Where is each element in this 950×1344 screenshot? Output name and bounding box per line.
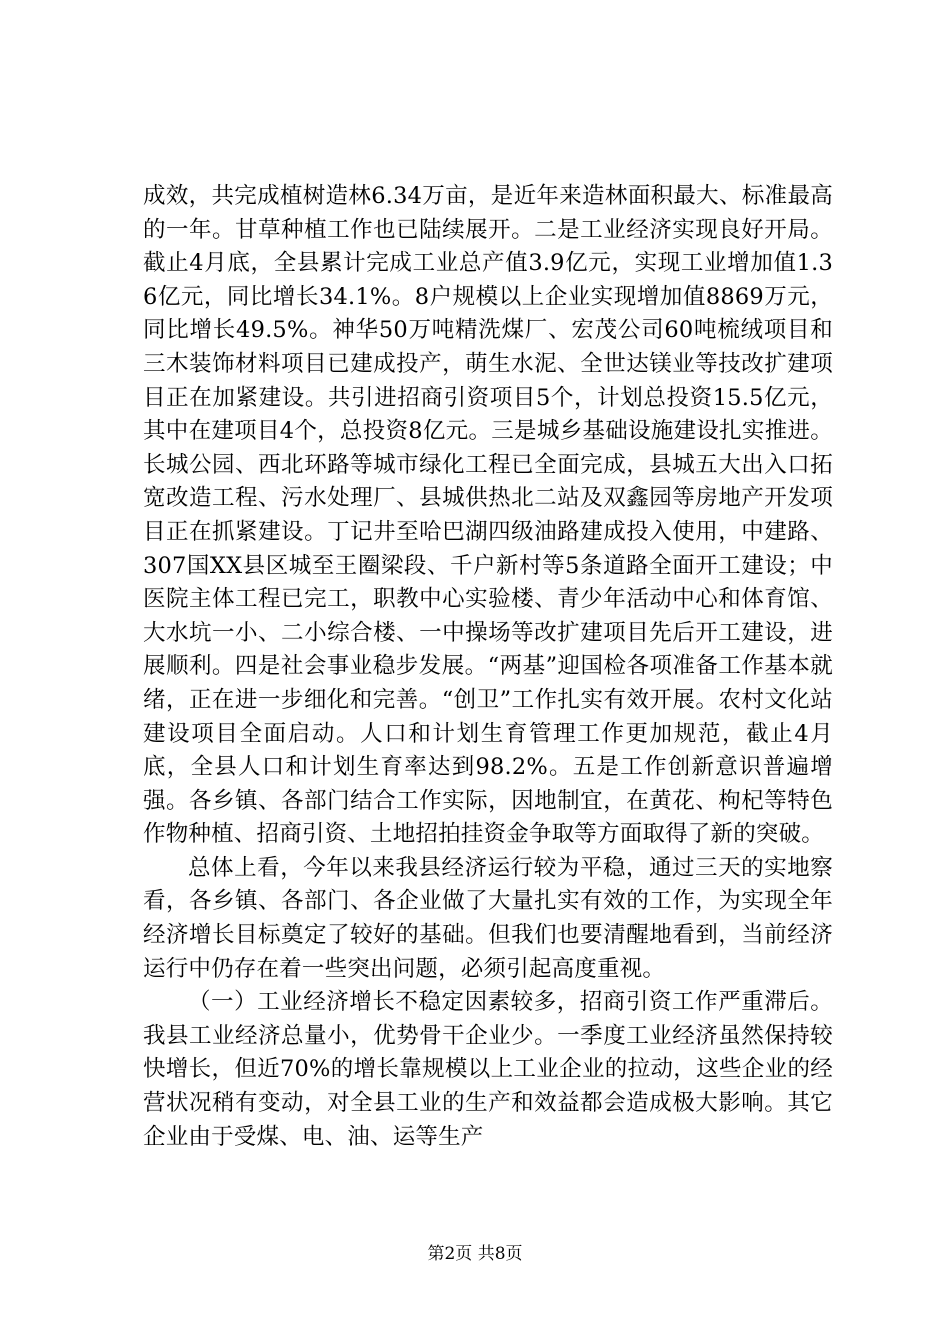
document-body [143, 180, 833, 1154]
paragraph-overall-assessment: 总体上看，今年以来我县经济运行较为平稳，通过三天的实地察看，各乡镇、各部门、各企业做了大量扎实有效的工作，为实现全年经济增长目标奠定了较好的基础。但我们也要清醒地看到，当前经济运行中仍存在着一些突出问题，必须引起高度重视。 [143, 854, 833, 982]
paragraph-problem-one: （一）工业经济增长不稳定因素较多，招商引资工作严重滞后。我县工业经济总量小，优势骨干企业少。一季度工业经济虽然保持较快增长，但近70%的增长靠规模以上工业企业的拉动，这些企业的经营状况稍有变动，对全县工业的生产和效益都会造成极大影响。其它企业由于受煤、电、油、运等生产 [143, 989, 833, 1150]
paragraph-achievements: 成效，共完成植树造林6.34万亩，是近年来造林面积最大、标准最高的一年。甘草种植工作也已陆续展开。二是工业经济实现良好开局。截止4月底，全县累计完成工业总产值3.9亿元，实现工业增加值1.36亿元，同比增长34.1%。8户规模以上企业实现增加值8869万元，同比增长49.5%。神华50万吨精洗煤厂、宏茂公司60吨梳绒项目和三木装饰材料项目已建成投产，萌生水泥、全世达镁业等技改扩建项目正在加紧建设。共引进招商引资项目5个，计划总投资15.5亿元，其中在建项目4个，总投资8亿元。三是城乡基础设施建设扎实推进。长城公园、西北环路等城市绿化工程已全面完成，县城五大出入口拓宽改造工程、污水处理厂、县城供热北二站及双鑫园等房地产开发项目正在抓紧建设。丁记井至哈巴湖四级油路建成投入使用，中建路、307国XX县区城至王圈梁段、千户新村等5条道路全面开工建设；中医院主体工程已完工，职教中心实验楼、青少年活动中心和体育馆、大水坑一小、二小综合楼、一中操场等改扩建项目先后开工建设，进展顺利。四是社会事业稳步发展。“两基”迎国检各项准备工作基本就绪，正在进一步细化和完善。“创卫”工作扎实有效开展。农村文化站建设项目全面启动。人口和计划生育管理工作更加规范，截止4月底，全县人口和计划生育率达到98.2%。五是工作创新意识普遍增强。各乡镇、各部门结合工作实际，因地制宜，在黄花、枸杞等特色作物种植、招商引资、土地招拍挂资金争取等方面取得了新的突破。 [143, 183, 833, 848]
page-footer: 第2页 共8页 [427, 1244, 523, 1264]
